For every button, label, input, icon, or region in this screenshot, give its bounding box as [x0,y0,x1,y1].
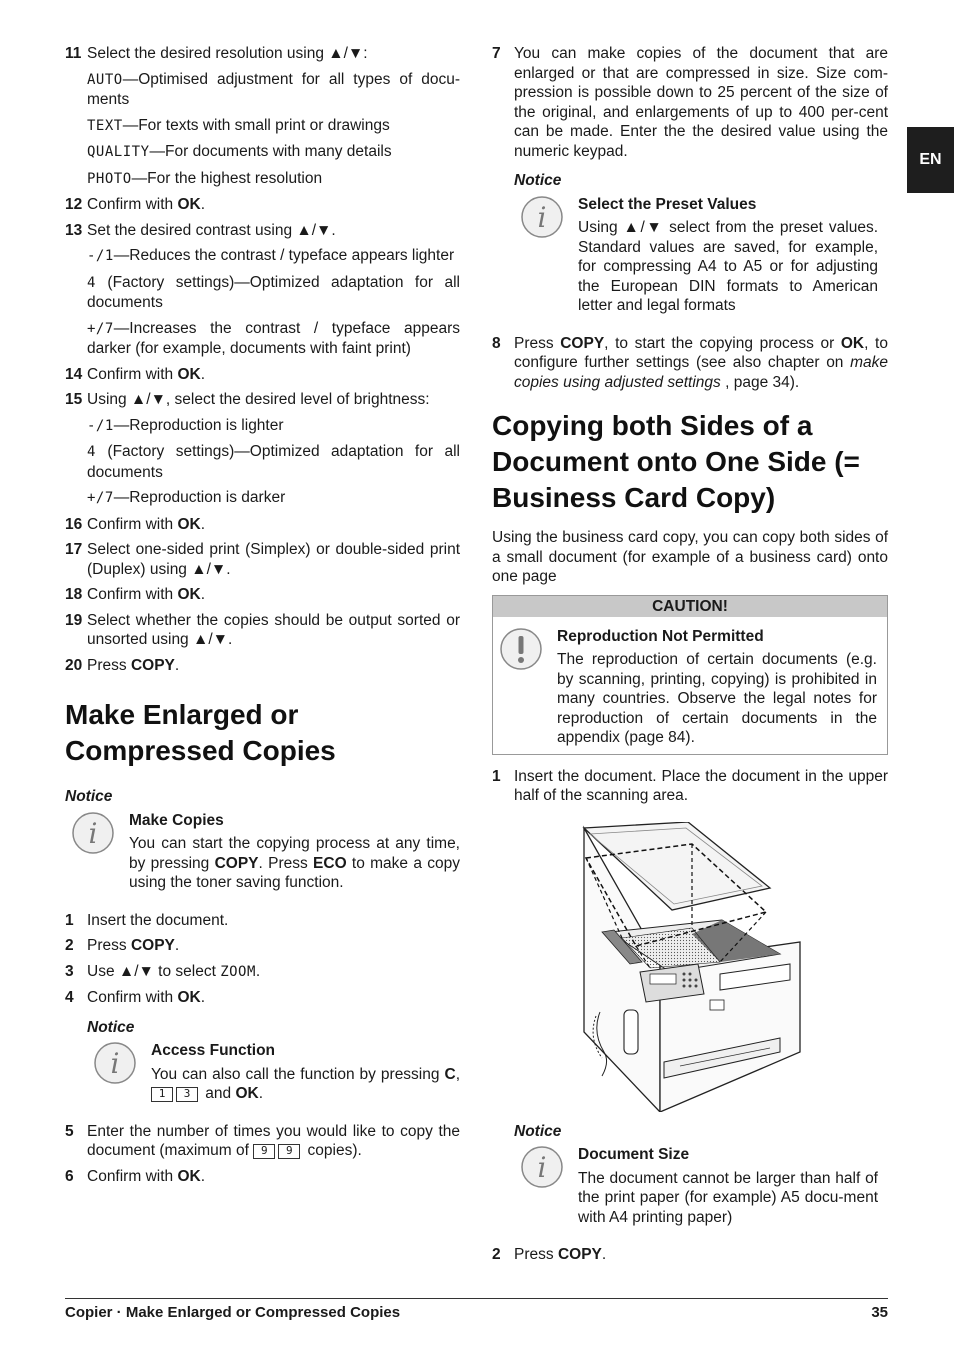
step-12: 12 Confirm with OK. [65,196,205,213]
resolution-option: QUALITY—For documents with many details [87,143,392,160]
zoom-step-8: 8 Press COPY, to start the copying process or OK, to configure further settings (see also chapter on make copies using adjusted settings , page 34). [492,334,888,391]
page-footer [65,1298,888,1323]
resolution-option: AUTO—Optimised adjustment for all types of docu-ments [87,70,460,108]
brightness-option: +/7—Reproduction is darker [87,489,286,506]
svg-text:i: i [537,200,547,234]
zoom-step-6: 6 Confirm with OK. [65,1167,205,1185]
key-9: 9 [278,1144,300,1159]
notice-document-size: i Document Size The document cannot be larger than half of the print paper (for example) A5 docu-ment with A4 printing paper) [520,1145,888,1227]
key-1: 1 [151,1087,173,1102]
page-number: 35 [871,1304,888,1321]
warning-icon [499,627,557,748]
scanner-illustration [580,822,810,1112]
section-heading-business-card: Copying both Sides of a Document onto One Side (= Business Card Copy) [492,410,860,513]
zoom-step-7: 7 You can make copies of the document that are enlarged or that are compressed in size. Size com-pression is possible down to 25 percent of the size of the original, and enlargements of up to 400 per-cent can be made. Enter the the desired value using the numeric keypad. [492,45,888,160]
step-18: 18 Confirm with OK. [65,586,205,603]
zoom-step-5: 5 Enter the number of times you would like to copy the document (maximum of 9 9 copies). [65,1122,460,1159]
resolution-option: PHOTO—For the highest resolution [87,169,323,187]
zoom-step-3: 3 Use ▲/▼ to select ZOOM. [65,962,261,980]
notice-access-function: i Access Function You can also call the function by pressing C, 1 3 and OK. [93,1041,460,1104]
svg-text:i: i [537,1151,547,1184]
step-11: 11 Select the desired resolution using ▲/▼: [65,45,368,62]
resolution-option: TEXT—For texts with small print or drawings [87,116,390,134]
notice-preset-values: i Select the Preset Values Using ▲/▼ select from the preset values. Standard values are saved, for example, for compressing A4 to A5 or for adjusting the European DIN formats to American letter and legal formats [520,195,888,316]
business-step-1: 1 Insert the document. Place the document in the upper half of the scanning area. [492,767,888,804]
zoom-step-1: 1 Insert the document. [65,911,229,929]
zoom-step-2: 2 Press COPY. [65,937,180,954]
brightness-option: -/1—Reproduction is lighter [87,416,284,434]
info-icon [71,811,129,893]
zoom-step-4: 4 Confirm with OK. [65,989,205,1006]
step-15: 15 Using ▲/▼, select the desired level of brightness: [65,391,430,408]
left-column [65,44,460,1192]
business-step-2: 2 Press COPY. [492,1246,607,1263]
notice-label: Notice [514,1122,562,1140]
notice-make-copies: i Make Copies You can start the copying process at any time, by pressing COPY. Press ECO to make a copy using the toner saving function. [71,811,460,893]
step-13: 13 Set the desired contrast using ▲/▼. [65,221,336,239]
caution-header: CAUTION! [493,596,887,617]
notice-label: Notice [65,788,113,805]
business-card-intro: Using the business card copy, you can copy both sides of a small document (for example of a business card) onto one page [492,529,888,585]
step-17: 17 Select one-sided print (Simplex) or double-sided print (Duplex) using ▲/▼. [65,541,460,578]
right-column [492,44,888,1271]
info-icon [520,195,578,316]
step-20: 20 Press COPY. [65,656,180,674]
caution-box: CAUTION! Reproduction Not Permitted The reproduction of certain documents (e.g. by scanning, printing, copying) is prohibited in many countries. Observe the legal notes for reproduction of certain documents in the appendix (page 84). [492,595,888,755]
step-14: 14 Confirm with OK. [65,365,205,383]
info-icon [520,1145,578,1227]
step-19: 19 Select whether the copies should be output sorted or unsorted using ▲/▼. [65,611,460,648]
svg-text:i: i [88,816,98,850]
contrast-option: +/7—Increases the contrast / typeface appears darker (for example, documents with faint print) [87,319,460,357]
section-heading-enlarged-copies: Make Enlarged or Compressed Copies [65,699,336,766]
contrast-option: 4 (Factory settings)—Optimized adaptation for all documents [87,273,460,311]
contrast-option: -/1—Reduces the contrast / typeface appears lighter [87,247,455,264]
footer-section-title: Copier · Make Enlarged or Compressed Copies [65,1304,401,1321]
language-tab: EN [907,127,954,193]
info-icon [93,1041,151,1104]
notice-label: Notice [514,172,562,189]
step-16: 16 Confirm with OK. [65,515,205,533]
key-3: 3 [176,1087,198,1102]
svg-text:i: i [110,1047,120,1080]
brightness-option: 4 (Factory settings)—Optimized adaptation for all documents [87,443,460,481]
notice-label: Notice [87,1018,135,1036]
key-9: 9 [253,1144,275,1159]
